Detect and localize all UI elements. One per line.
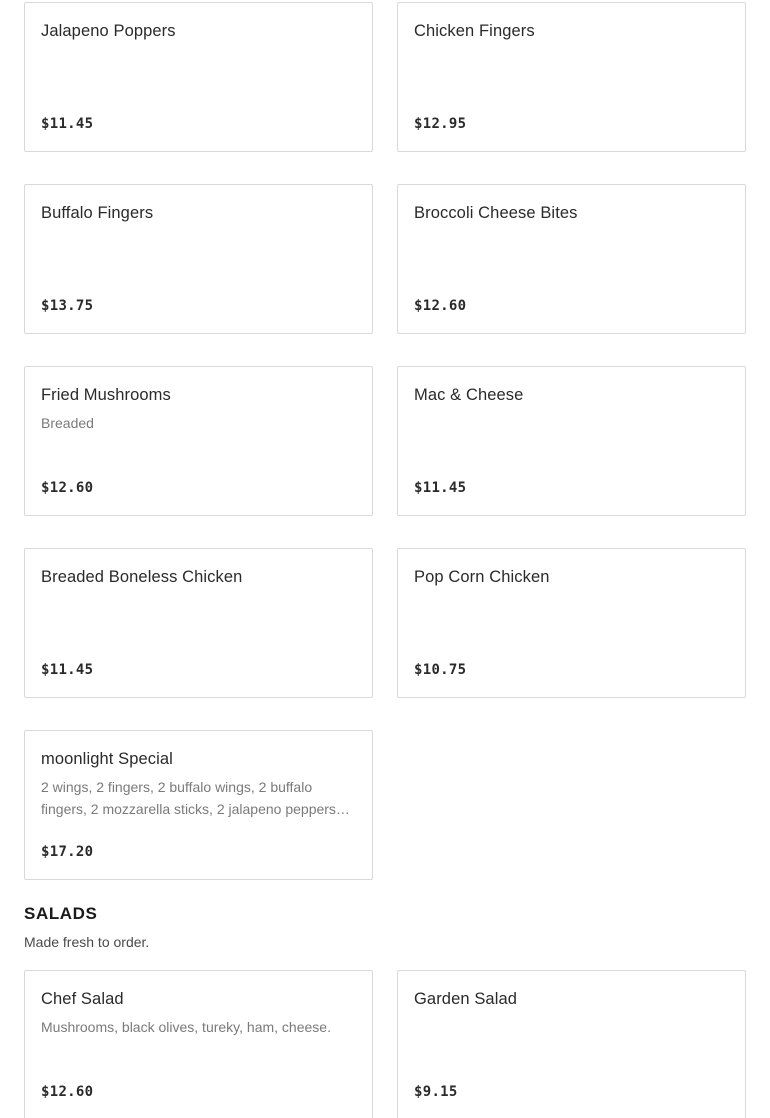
menu-item-card[interactable] (397, 184, 746, 334)
menu-item-card[interactable] (397, 366, 746, 516)
menu-item-price: $11.45 (41, 662, 94, 678)
menu-item-description: Breaded (41, 415, 94, 431)
menu-item-card[interactable] (24, 730, 373, 880)
menu-item-name: Breaded Boneless Chicken (41, 568, 243, 586)
menu-item-price: $9.15 (414, 1084, 458, 1100)
menu-item-description: 2 wings, 2 fingers, 2 buffalo wings, 2 buffalo fingers, 2 mozzarella sticks, 2 jalapeno peppers… (41, 779, 350, 817)
menu-item-name: Chef Salad (41, 990, 124, 1008)
menu-item-name: moonlight Special (41, 750, 173, 768)
menu-item-card[interactable] (24, 2, 373, 152)
menu-item-card[interactable] (24, 548, 373, 698)
menu-item-name: Jalapeno Poppers (41, 22, 176, 40)
menu-item-name: Buffalo Fingers (41, 204, 154, 222)
menu-item-card[interactable] (24, 184, 373, 334)
menu-item-price: $12.95 (414, 116, 467, 132)
section-subtitle: Made fresh to order. (24, 934, 150, 950)
menu-item-name: Broccoli Cheese Bites (414, 204, 578, 222)
menu-item-card[interactable] (397, 548, 746, 698)
menu-item-name: Mac & Cheese (414, 386, 524, 404)
menu-item-name: Pop Corn Chicken (414, 568, 550, 586)
menu-item-price: $12.60 (414, 298, 467, 314)
menu-item-card[interactable] (397, 970, 746, 1118)
menu-item-price: $13.75 (41, 298, 94, 314)
menu-item-card[interactable] (397, 2, 746, 152)
menu-item-price: $17.20 (41, 844, 94, 860)
section-title: SALADS (24, 904, 98, 923)
menu-item-price: $10.75 (414, 662, 467, 678)
menu-item-description: Mushrooms, black olives, tureky, ham, cheese. (41, 1019, 331, 1035)
menu-item-card[interactable] (24, 366, 373, 516)
menu-item-price: $12.60 (41, 480, 94, 496)
menu-item-price: $12.60 (41, 1084, 94, 1100)
menu-item-name: Fried Mushrooms (41, 386, 171, 404)
menu-item-card[interactable] (24, 970, 373, 1118)
menu-item-name: Chicken Fingers (414, 22, 535, 40)
menu-item-price: $11.45 (41, 116, 94, 132)
menu-item-name: Garden Salad (414, 990, 518, 1008)
menu-item-price: $11.45 (414, 480, 467, 496)
